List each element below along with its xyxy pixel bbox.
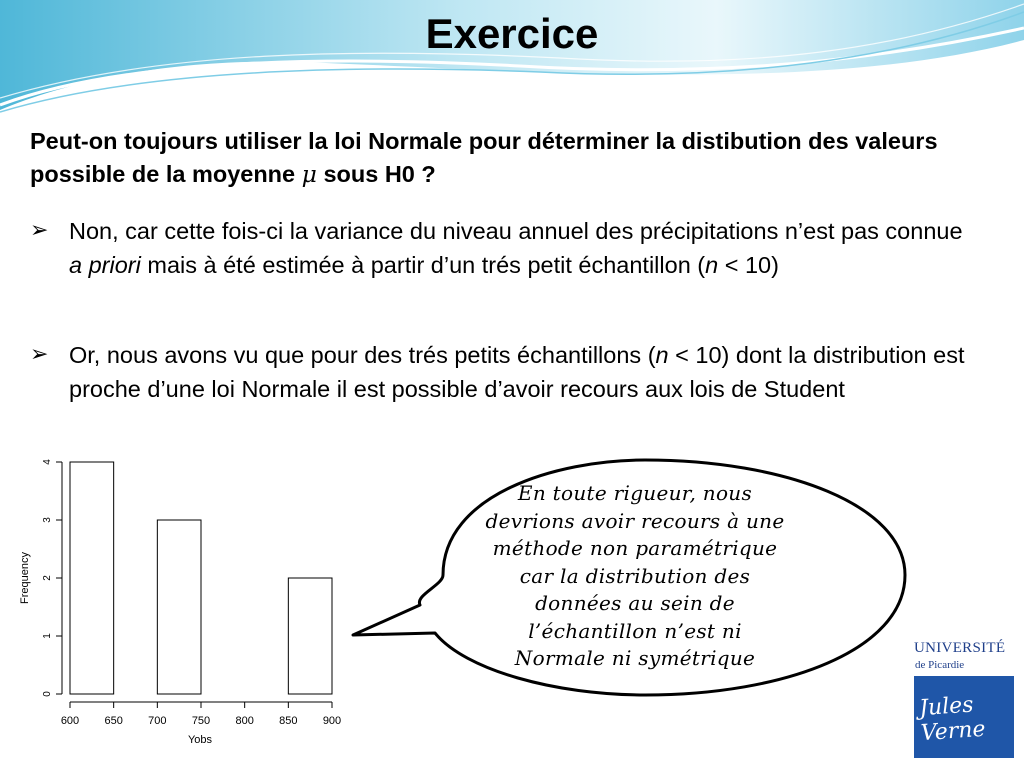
bubble-line: méthode non paramétrique <box>492 536 778 560</box>
histogram-chart <box>10 448 360 753</box>
bubble-line: car la distribution des <box>519 563 751 588</box>
bubble-line: devrions avoir recours à une <box>485 508 785 533</box>
x-tick-label: 850 <box>279 715 298 727</box>
bullet-text-italic: n <box>655 342 669 368</box>
y-tick-label: 0 <box>42 691 53 697</box>
bullet-text-part: < 10) dont la distribution est proche d’une loi Normale il est possible d’avoir recours aux lois de Student <box>69 342 965 402</box>
x-tick-label: 600 <box>60 715 80 727</box>
y-tick-label: 4 <box>42 459 53 465</box>
x-axis-ticks <box>61 702 341 727</box>
x-tick-label: 900 <box>322 715 342 727</box>
bullet-text-part: mais à été estimée à partir d’un trés petit échantillon ( <box>140 252 706 278</box>
bullet-text-italic: n <box>705 252 719 278</box>
y-axis-label: Frequency <box>19 552 31 604</box>
y-tick-label: 2 <box>42 575 53 581</box>
arrow-bullet-icon: ➢ <box>30 342 49 367</box>
bullet-item-student <box>30 338 980 406</box>
bubble-line: Normale ni symétrique <box>514 646 756 670</box>
bubble-line: l’échantillon n’est ni <box>528 618 742 643</box>
histogram-bar <box>157 520 201 694</box>
x-tick-label: 750 <box>191 715 211 727</box>
university-logo <box>912 638 1017 760</box>
logo-university-name: UNIVERSITÉ <box>914 640 1006 656</box>
x-tick-label: 700 <box>148 715 167 727</box>
bullet-item-variance <box>30 214 980 282</box>
arrow-bullet-icon: ➢ <box>30 218 49 243</box>
x-axis-label: Yobs <box>187 734 213 746</box>
bullet-text-part: Non, car cette fois-ci la variance du niveau annuel des précipitations n’est pas connue <box>69 218 963 244</box>
bubble-note <box>430 480 840 673</box>
question-part: Peut-on toujours utiliser la loi Normale pour déterminer la distibution des valeurs possible de la moyenne <box>30 128 938 187</box>
mu-symbol: μ <box>301 160 317 188</box>
bullet-text <box>69 338 980 406</box>
y-axis-ticks <box>42 459 62 697</box>
histogram-bar <box>288 578 332 694</box>
question-part: sous H0 ? <box>316 161 436 187</box>
x-tick-label: 650 <box>104 715 123 727</box>
logo-signature: Jules Verne <box>918 692 987 747</box>
slide-title: Exercice <box>425 10 599 57</box>
histogram-bars <box>70 462 332 694</box>
x-tick-label: 800 <box>235 715 254 727</box>
bubble-line: données au sein de <box>535 591 735 615</box>
logo-subtitle: de Picardie <box>915 659 965 671</box>
bubble-line: En toute rigueur, nous <box>517 481 753 505</box>
bullet-text <box>69 214 980 282</box>
histogram-bar <box>70 462 114 694</box>
y-tick-label: 3 <box>42 517 53 523</box>
bullet-text-part: Or, nous avons vu que pour des trés petits échantillons ( <box>69 342 656 368</box>
bullet-text-italic: a priori <box>69 252 141 278</box>
question-text <box>30 125 990 191</box>
y-tick-label: 1 <box>42 633 53 639</box>
bullet-text-part: < 10) <box>718 252 779 278</box>
